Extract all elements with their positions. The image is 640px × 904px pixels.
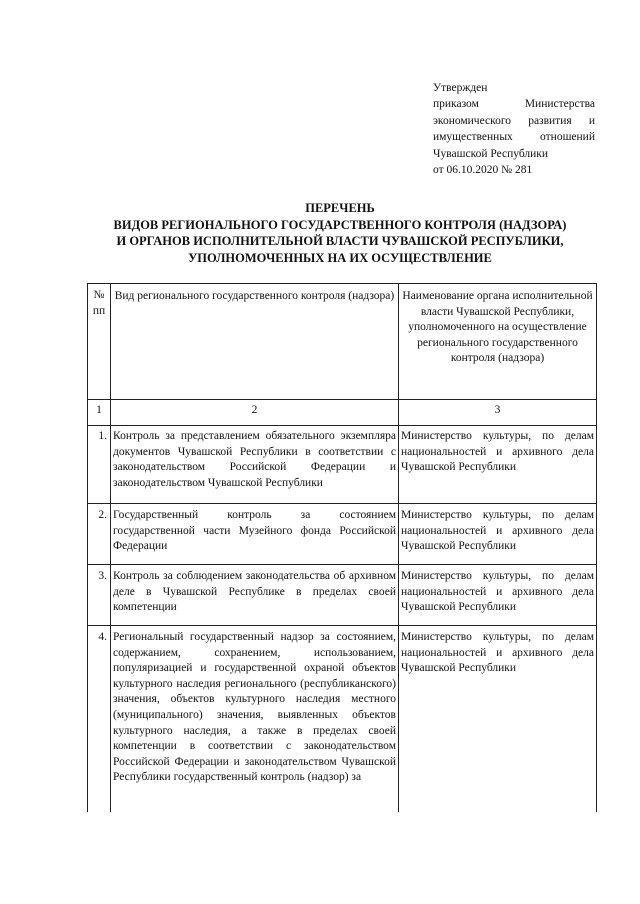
approval-line: Чувашской Республики xyxy=(433,147,549,160)
row-control-kind: Региональный государственный надзор за состоянием, содержанием, сохранением, использованием, популяризацией и государственной охраной объектов культурного наследия регионального (республиканского) значения, объектов культурного наследия местного (муниципального) значения, выявленных объектов культурного наследия, а также в пределах своей компетенции в соответствии с законодательством Российской Федерации и законодательством Чувашской Республики государственный контроль (надзор) за xyxy=(111,626,399,813)
title-line: УПОЛНОМОЧЕННЫХ НА ИХ ОСУЩЕСТВЛЕНИЕ xyxy=(188,250,492,265)
row-authority: Министерство культуры, по делам национальностей и архивного дела Чувашской Республики xyxy=(399,426,597,504)
row-authority: Министерство культуры, по делам национальностей и архивного дела Чувашской Республики xyxy=(399,565,597,626)
row-control-kind: Контроль за соблюдением законодательства об архивном деле в Чувашской Республике в пределах своей компетенции xyxy=(111,565,399,626)
approval-line: приказом Министерства xyxy=(433,98,595,111)
row-control-kind: Контроль за представлением обязательного экземпляра документов Чувашской Республики в соответствии с законодательством Российской Федерации и законодательством Чувашской Республики xyxy=(111,426,399,504)
table-row xyxy=(88,565,597,626)
title-line: И ОРГАНОВ ИСПОЛНИТЕЛЬНОЙ ВЛАСТИ ЧУВАШСКОЙ РЕСПУБЛИКИ, xyxy=(116,234,564,248)
title-line: ПЕРЕЧЕНЬ xyxy=(305,201,375,215)
header-control-kind: Вид регионального государственного контроля (надзора) xyxy=(111,284,399,400)
column-index-row xyxy=(88,400,597,426)
title-line: ВИДОВ РЕГИОНАЛЬНОГО ГОСУДАРСТВЕННОГО КОНТРОЛЯ (НАДЗОРА) xyxy=(113,217,567,232)
row-number: 3. xyxy=(88,565,111,626)
table-row xyxy=(88,426,597,504)
document-title xyxy=(80,200,600,266)
row-number: 1. xyxy=(88,426,111,504)
column-index: 2 xyxy=(111,400,399,426)
control-types-table xyxy=(87,283,597,812)
approval-line: имущественных отношений xyxy=(433,131,595,144)
table-header-row xyxy=(88,284,597,400)
header-authority: Наименование органа исполнительной власти Чувашской Республики, уполномоченного на осуществление регионального государственного контроля (надзора) xyxy=(399,284,597,400)
column-index: 1 xyxy=(88,400,111,426)
table-row xyxy=(88,504,597,565)
row-control-kind: Государственный контроль за состоянием государственной части Музейного фонда Российской Федерации xyxy=(111,504,399,565)
row-authority: Министерство культуры, по делам национальностей и архивного дела Чувашской Республики xyxy=(399,504,597,565)
row-authority: Министерство культуры, по делам национальностей и архивного дела Чувашской Республики xyxy=(399,626,597,813)
approval-stamp xyxy=(433,80,595,178)
approval-line: Утвержден xyxy=(433,82,488,94)
header-number: № пп xyxy=(88,284,111,400)
approval-line: от 06.10.2020 № 281 xyxy=(433,164,533,177)
approval-line: экономического развития и xyxy=(433,114,595,127)
row-number: 4. xyxy=(88,626,111,813)
table-row xyxy=(88,626,597,813)
column-index: 3 xyxy=(399,400,597,426)
row-number: 2. xyxy=(88,504,111,565)
